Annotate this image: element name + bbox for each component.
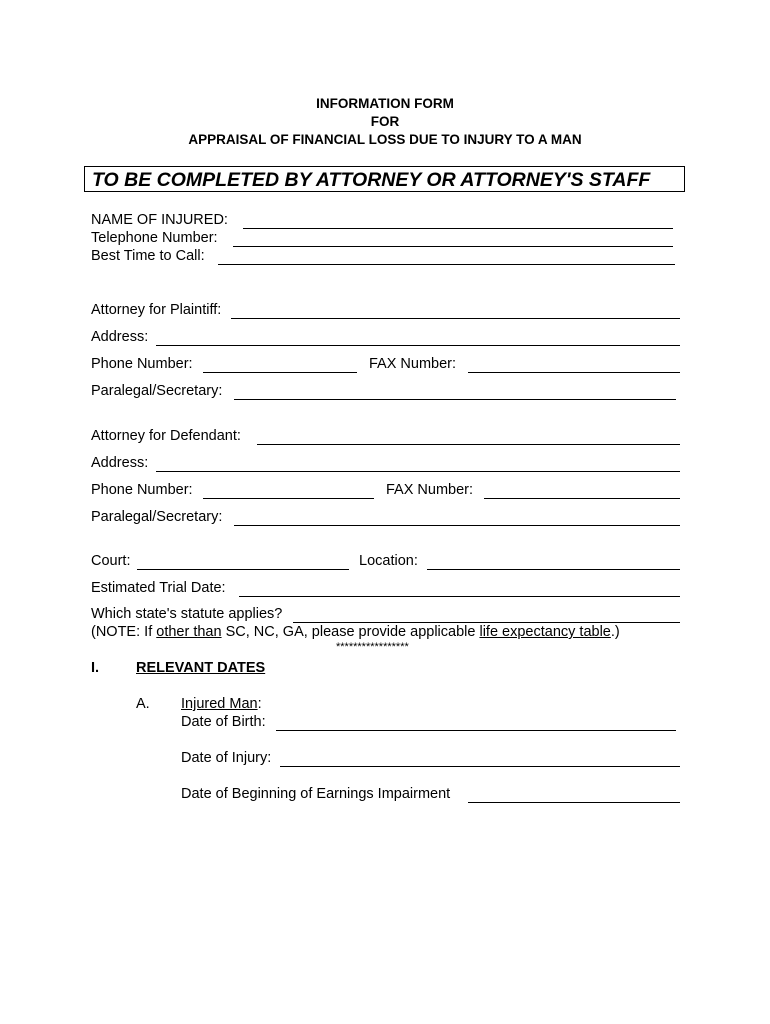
- estimated-trial-date-field[interactable]: [239, 596, 680, 597]
- note-life-expectancy-table: life expectancy table: [479, 624, 611, 640]
- date-of-injury-label: Date of Injury:: [181, 750, 272, 766]
- date-of-injury-field[interactable]: [280, 766, 680, 767]
- location-label: Location:: [359, 553, 418, 569]
- injured-man-colon: :: [257, 696, 262, 712]
- form-subtitle: APPRAISAL OF FINANCIAL LOSS DUE TO INJURY TO A MAN: [188, 132, 582, 147]
- attorney-for-plaintiff-field[interactable]: [231, 318, 680, 319]
- section-number: I.: [91, 660, 100, 676]
- plaintiff-fax-label: FAX Number:: [369, 356, 457, 372]
- attorney-for-defendant-label: Attorney for Defendant:: [91, 428, 241, 444]
- form-title-for: FOR: [370, 114, 400, 129]
- best-time-to-call-label: Best Time to Call:: [91, 248, 205, 264]
- plaintiff-paralegal-label: Paralegal/Secretary:: [91, 383, 223, 399]
- state-statute-field[interactable]: [293, 622, 680, 623]
- plaintiff-phone-label: Phone Number:: [91, 356, 193, 372]
- plaintiff-address-field[interactable]: [156, 345, 680, 346]
- subsection-letter: A.: [136, 696, 150, 712]
- court-field[interactable]: [137, 569, 349, 570]
- defendant-phone-field[interactable]: [203, 498, 374, 499]
- defendant-phone-label: Phone Number:: [91, 482, 193, 498]
- defendant-paralegal-label: Paralegal/Secretary:: [91, 509, 223, 525]
- note-other-than: other than: [156, 624, 222, 640]
- defendant-address-field[interactable]: [156, 471, 680, 472]
- name-of-injured-field[interactable]: [243, 228, 673, 229]
- section-title: RELEVANT DATES: [136, 660, 266, 676]
- attorney-for-defendant-field[interactable]: [257, 444, 680, 445]
- estimated-trial-date-label: Estimated Trial Date:: [91, 580, 226, 596]
- earnings-impairment-label: Date of Beginning of Earnings Impairment: [181, 786, 451, 802]
- location-field[interactable]: [427, 569, 680, 570]
- note-middle: SC, NC, GA, please provide applicable: [221, 624, 480, 640]
- plaintiff-address-label: Address:: [91, 329, 149, 345]
- subsection-title: [181, 696, 262, 713]
- court-label: Court:: [91, 553, 131, 569]
- defendant-fax-label: FAX Number:: [386, 482, 474, 498]
- injured-man-heading: Injured Man: [181, 696, 258, 712]
- defendant-fax-field[interactable]: [484, 498, 680, 499]
- state-statute-label: Which state's statute applies?: [91, 606, 283, 622]
- date-of-birth-label: Date of Birth:: [181, 714, 266, 730]
- telephone-number-field[interactable]: [233, 246, 673, 247]
- plaintiff-phone-field[interactable]: [203, 372, 357, 373]
- best-time-to-call-field[interactable]: [218, 264, 675, 265]
- defendant-paralegal-field[interactable]: [234, 525, 680, 526]
- telephone-number-label: Telephone Number:: [91, 230, 218, 246]
- earnings-impairment-field[interactable]: [468, 802, 680, 803]
- name-of-injured-label: NAME OF INJURED:: [91, 212, 228, 228]
- form-title: INFORMATION FORM: [316, 96, 454, 111]
- note-suffix: .): [610, 624, 620, 640]
- staff-banner: [84, 166, 685, 192]
- plaintiff-fax-field[interactable]: [468, 372, 680, 373]
- staff-banner-text: TO BE COMPLETED BY ATTORNEY OR ATTORNEY'S STAFF: [92, 169, 651, 191]
- separator-stars: *****************: [336, 641, 409, 653]
- plaintiff-paralegal-field[interactable]: [234, 399, 676, 400]
- defendant-address-label: Address:: [91, 455, 149, 471]
- life-expectancy-note: [91, 624, 620, 641]
- date-of-birth-field[interactable]: [276, 730, 676, 731]
- attorney-for-plaintiff-label: Attorney for Plaintiff:: [91, 302, 222, 318]
- note-prefix: (NOTE: If: [91, 624, 157, 640]
